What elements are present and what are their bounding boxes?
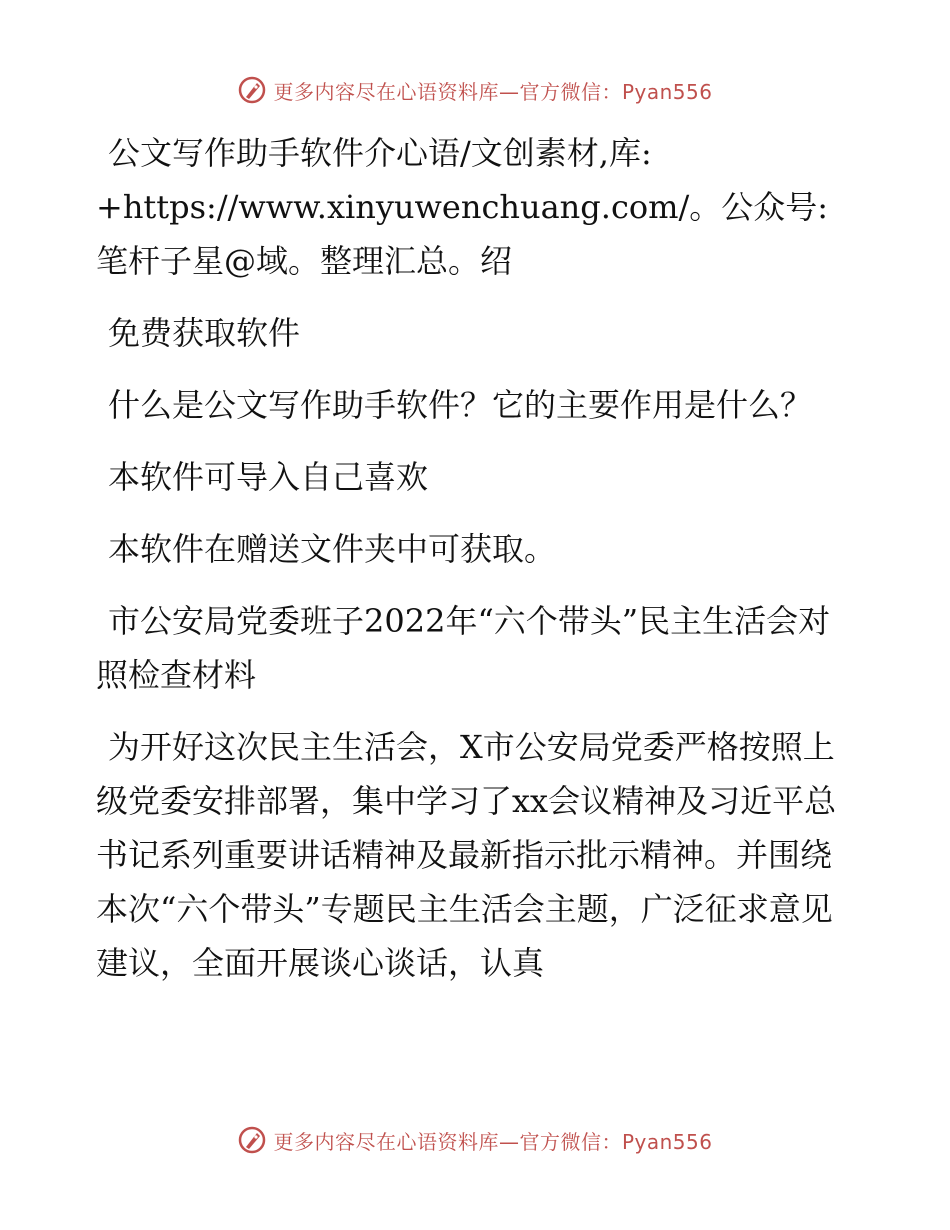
paragraph-intro: 公文写作助手软件介心语/文创素材,库: [108,134,652,172]
footer-banner-text: 更多内容尽在心语资料库—官方微信：Pyan556 [273,1129,713,1154]
paragraph-import: 本软件可导入自己喜欢 [108,458,429,496]
header-banner [0,70,950,110]
paragraph-folder: 本软件在赠送文件夹中可获取。 [108,530,557,568]
footer-banner [0,1120,950,1160]
pen-nib-circle-icon [237,75,267,105]
paragraph-question: 什么是公文写作助手软件？它的主要作用是什么？ [108,386,813,424]
pen-nib-circle-icon [237,1125,267,1155]
header-banner-text: 更多内容尽在心语资料库—官方微信：Pyan556 [273,79,713,104]
paragraph-body: 为开好这次民主生活会，X市公安局党委严格按照上级党委安排部署，集中学习了xx会议精神及习近平总书记系列重要讲话精神及最新指示批示精神。并围绕本次“六个带头”专题民主生活会主题，广泛征求意见建议，全面开展谈心谈话，认真 [96,728,837,982]
paragraph-free-software: 免费获取软件 [108,314,301,352]
document-title: 市公安局党委班子2022年“六个带头”民主生活会对照检查材料 [96,602,831,694]
document-body [96,126,852,990]
paragraph-url: +https://www.xinyuwenchuang.com/。公众号: 笔杆子星@域。整理汇总。绍 [96,188,839,280]
